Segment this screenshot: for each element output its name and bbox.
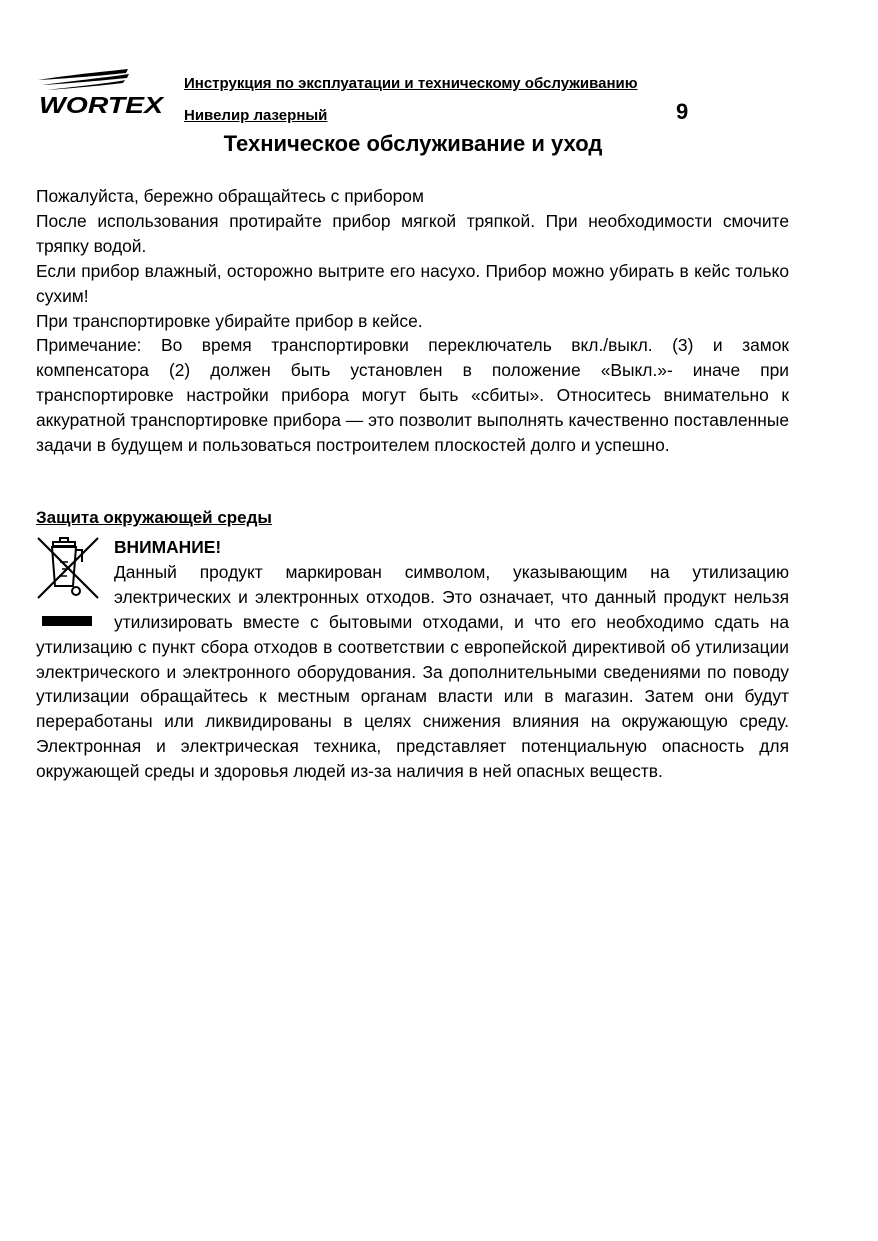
care-paragraph: После использования протирайте прибор мягкой тряпкой. При необходимости смочите тряпку водой. <box>36 210 789 256</box>
document-title: Инструкция по эксплуатации и техническому обслуживанию <box>184 75 638 92</box>
environment-heading: Защита окружающей среды <box>36 508 272 527</box>
product-name: Нивелир лазерный <box>184 107 328 124</box>
logo-text: WORTEX <box>39 92 166 118</box>
warning-title: ВНИМАНИЕ! <box>114 537 222 557</box>
care-paragraph: Если прибор влажный, осторожно вытрите его насухо. Прибор можно убирать в кейс только сухим! <box>36 260 789 306</box>
warning-text: Данный продукт маркирован символом, указывающим на утилизацию электрических и электронных отходов. Это означает, что данный продукт нельзя утилизировать вместе с бытовыми отходами, и что его необходимо сдать на утилизацию с пункт сбора отходов в соответствии с европейской директивой об утилизации электрического и электронного оборудования. За дополнительными сведениями по поводу утилизации обращайтесь к местным органам власти или в магазин. Затем они будут переработаны или ликвидированы в целях снижения влияния на окружающую среду. Электронная и электрическая техника, представляет потенциальную опасность для окружающей среды и здоровья людей из-за наличия в ней опасных веществ. <box>36 561 789 782</box>
care-note-paragraph: Примечание: Во время транспортировки переключатель вкл./выкл. (3) и замок компенсатора (2) должен быть установлен в положение «Выкл.»- иначе при транспортировке настройки прибора могут быть «сбиты». Относитесь внимательно к аккуратной транспортировке прибора — это позволит выполнять качественно поставленные задачи в будущем и пользоваться построителем плоскостей долго и успешно. <box>36 335 789 456</box>
care-paragraph: Пожалуйста, бережно обращайтесь с прибором <box>36 186 424 206</box>
environment-warning <box>36 535 789 784</box>
section-title: Техническое обслуживание и уход <box>223 131 603 156</box>
care-instructions <box>36 184 789 458</box>
care-paragraph: При транспортировке убирайте прибор в кейсе. <box>36 310 423 331</box>
wortex-logo <box>36 64 166 118</box>
page-number: 9 <box>676 99 689 124</box>
